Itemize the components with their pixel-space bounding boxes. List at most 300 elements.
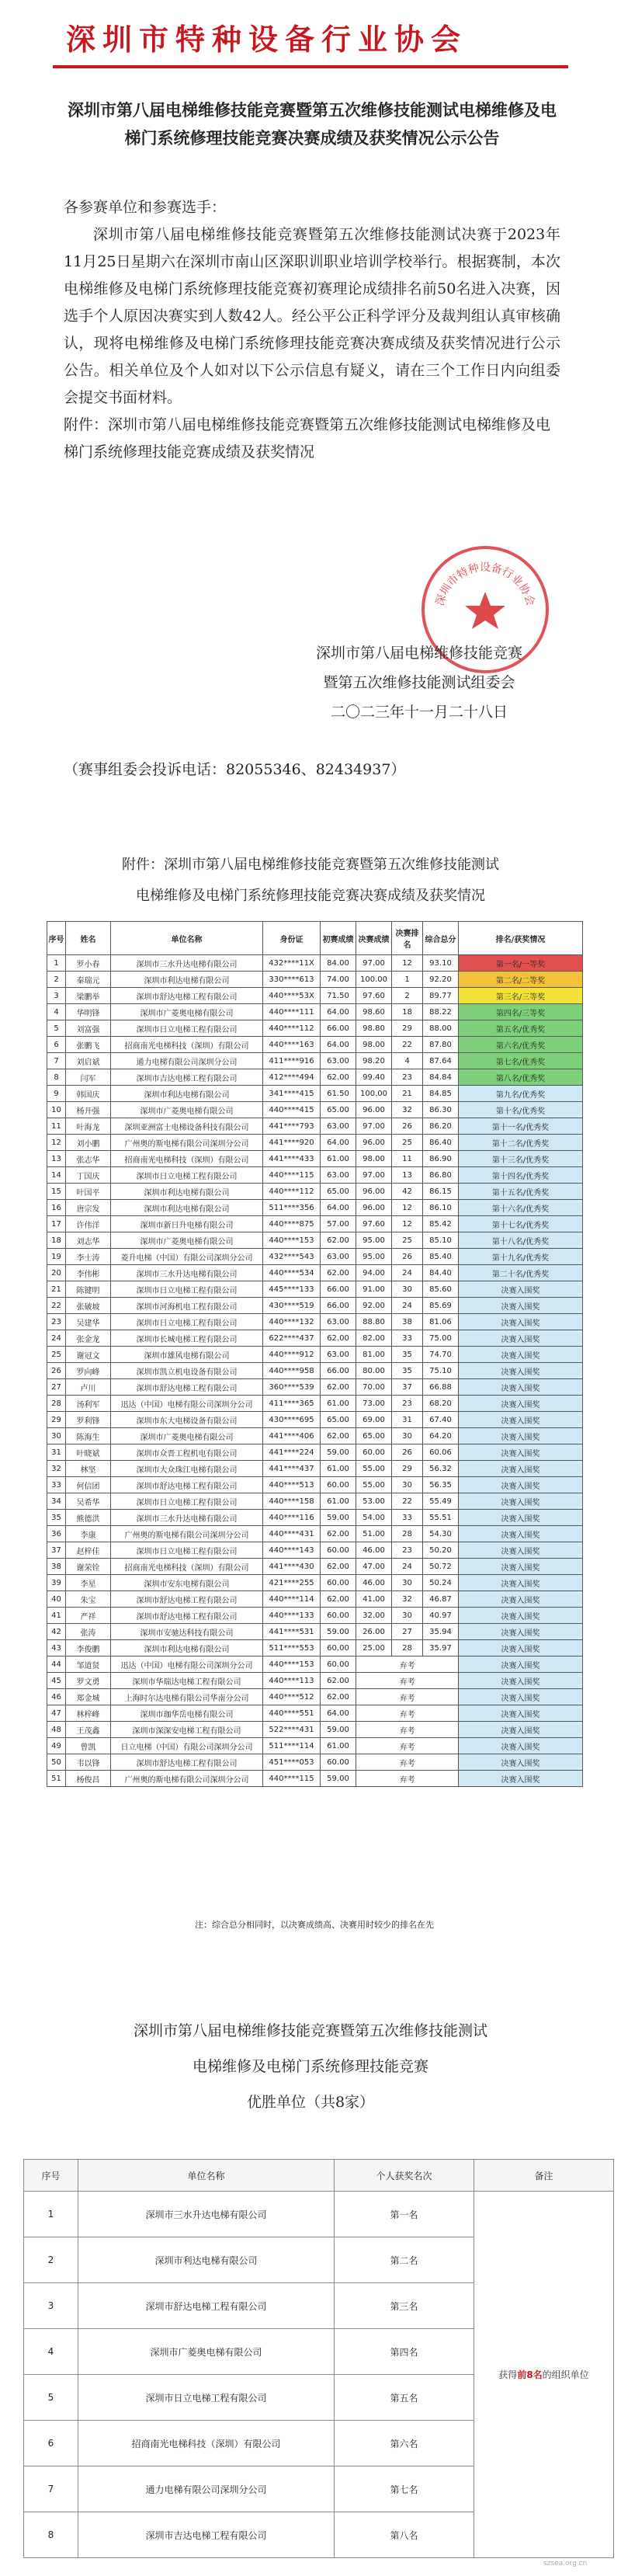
table-row <box>47 1363 583 1379</box>
row-total: 93.10 <box>423 955 459 972</box>
row-award: 第五名/优秀奖 <box>459 1020 583 1037</box>
col-final: 决赛成绩 <box>356 922 392 955</box>
col-prelim: 初赛成绩 <box>321 922 356 955</box>
row-unit: 深圳市三水升达电梯有限公司 <box>111 1510 263 1526</box>
row-unit: 深圳市新日升电梯有限公司 <box>111 1216 263 1232</box>
unit-place: 第七名 <box>335 2466 474 2512</box>
row-unit: 广州奥的斯电梯有限公司深圳分公司 <box>111 1771 263 1787</box>
row-no: 38 <box>47 1559 66 1575</box>
row-name: 卢川 <box>66 1379 111 1396</box>
row-name: 叶国平 <box>66 1184 111 1200</box>
row-rank: 22 <box>392 1493 423 1510</box>
row-rank: 38 <box>392 1314 423 1330</box>
unit-remark <box>474 2192 614 2558</box>
row-no: 47 <box>47 1705 66 1722</box>
table-row <box>47 1493 583 1510</box>
row-rank: 37 <box>392 1379 423 1396</box>
units-title-line-2: 电梯维修及电梯门系统修理技能竞赛 <box>192 2058 428 2075</box>
row-prelim: 62.00 <box>321 1428 356 1444</box>
results-title-line-2: 电梯维修及电梯门系统修理技能竞赛决赛成绩及获奖情况 <box>136 888 485 904</box>
row-name: 韩国庆 <box>66 1086 111 1102</box>
row-award: 第十二名/优秀奖 <box>459 1135 583 1151</box>
row-unit: 深圳市三水升达电梯有限公司 <box>111 1265 263 1281</box>
row-name: 陈海生 <box>66 1428 111 1444</box>
row-id: 440****512 <box>263 1689 321 1705</box>
row-total: 86.80 <box>423 1167 459 1184</box>
row-name: 谢荣铨 <box>66 1559 111 1575</box>
row-no: 42 <box>47 1624 66 1640</box>
row-final: 95.00 <box>356 1249 392 1265</box>
row-prelim: 64.00 <box>321 1004 356 1020</box>
unit-no: 6 <box>24 2421 78 2466</box>
row-rank: 26 <box>392 1444 423 1461</box>
row-rank: 25 <box>392 1232 423 1249</box>
unit-no: 4 <box>24 2329 78 2375</box>
row-name: 张志华 <box>66 1151 111 1167</box>
results-title-line-1: 附件：深圳市第八届电梯维修技能竞赛暨第五次维修技能测试 <box>122 857 499 873</box>
row-award: 决赛入围奖 <box>459 1412 583 1428</box>
row-rank: 28 <box>392 1640 423 1656</box>
row-rank: 11 <box>392 1151 423 1167</box>
row-unit: 深圳市利达电梯有限公司 <box>111 1640 263 1656</box>
row-total: 85.69 <box>423 1298 459 1314</box>
row-rank: 4 <box>392 1053 423 1069</box>
row-no: 49 <box>47 1738 66 1754</box>
row-name: 汤利军 <box>66 1396 111 1412</box>
unit-no: 5 <box>24 2375 78 2421</box>
row-final: 55.00 <box>356 1477 392 1493</box>
salutation: 各参赛单位和参赛选手： <box>64 199 227 216</box>
table-row <box>47 1640 583 1656</box>
row-award: 决赛入围奖 <box>459 1428 583 1444</box>
row-id: 440****958 <box>263 1363 321 1379</box>
table-row <box>47 1591 583 1608</box>
table-row <box>47 1542 583 1559</box>
row-total: 56.32 <box>423 1461 459 1477</box>
table-row <box>47 1510 583 1526</box>
row-award: 第十五名/优秀奖 <box>459 1184 583 1200</box>
row-rank: 33 <box>392 1330 423 1347</box>
row-rank: 30 <box>392 1428 423 1444</box>
row-no: 18 <box>47 1232 66 1249</box>
row-unit: 深圳市华瑞达电梯工程有限公司 <box>111 1673 263 1689</box>
row-prelim: 63.00 <box>321 1347 356 1363</box>
row-prelim: 62.00 <box>321 1689 356 1705</box>
row-name: 秦瑞元 <box>66 972 111 988</box>
row-prelim: 64.00 <box>321 1705 356 1722</box>
row-total: 64.20 <box>423 1428 459 1444</box>
row-prelim: 62.00 <box>321 1673 356 1689</box>
row-rank: 30 <box>392 1575 423 1591</box>
row-prelim: 62.00 <box>321 1526 356 1542</box>
row-award: 第四名/三等奖 <box>459 1004 583 1020</box>
row-rank: 25 <box>392 1135 423 1151</box>
row-final: 96.00 <box>356 1200 392 1216</box>
row-id: 440****415 <box>263 1102 321 1118</box>
row-final: 98.20 <box>356 1053 392 1069</box>
table-row <box>47 1461 583 1477</box>
row-unit: 广州奥的斯电梯有限公司深圳分公司 <box>111 1526 263 1542</box>
col-name: 姓名 <box>66 922 111 955</box>
row-id: 440****143 <box>263 1542 321 1559</box>
signature-block <box>279 638 559 727</box>
site-watermark: szsea.org.cn <box>543 2560 588 2567</box>
row-award: 决赛入围奖 <box>459 1298 583 1314</box>
row-prelim: 59.00 <box>321 1444 356 1461</box>
table-row <box>47 1347 583 1363</box>
row-final: 69.00 <box>356 1412 392 1428</box>
page-header <box>0 0 621 75</box>
row-award: 第二十名/优秀奖 <box>459 1265 583 1281</box>
row-award: 决赛入围奖 <box>459 1510 583 1526</box>
row-prelim: 66.00 <box>321 1281 356 1298</box>
table-row <box>47 1575 583 1591</box>
unit-place: 第六名 <box>335 2421 474 2466</box>
row-id: 440****111 <box>263 1004 321 1020</box>
row-final: 弃考 <box>356 1771 459 1787</box>
units-title-line-3: 优胜单位（共8家） <box>246 2094 375 2111</box>
row-id: 440****513 <box>263 1477 321 1493</box>
row-award: 第三名/三等奖 <box>459 988 583 1004</box>
table-row <box>47 1200 583 1216</box>
row-final: 97.00 <box>356 1167 392 1184</box>
row-no: 44 <box>47 1656 66 1673</box>
complaint-hotline: （赛事组委会投诉电话：82055346、82434937） <box>64 761 406 778</box>
row-name: 李伟彬 <box>66 1265 111 1281</box>
row-id: 441****433 <box>263 1151 321 1167</box>
table-row <box>47 955 583 972</box>
row-id: 440****912 <box>263 1347 321 1363</box>
row-total: 75.10 <box>423 1363 459 1379</box>
row-name: 谢冠文 <box>66 1347 111 1363</box>
row-no: 40 <box>47 1591 66 1608</box>
row-name: 王茂鑫 <box>66 1722 111 1738</box>
row-unit: 深圳市日立电梯工程有限公司 <box>111 1542 263 1559</box>
row-prelim: 65.00 <box>321 1412 356 1428</box>
row-final: 96.00 <box>356 1184 392 1200</box>
row-final: 98.80 <box>356 1020 392 1037</box>
row-final: 98.00 <box>356 1151 392 1167</box>
row-rank: 1 <box>392 972 423 988</box>
row-final: 47.00 <box>356 1559 392 1575</box>
row-id: 440****115 <box>263 1771 321 1787</box>
row-id: 440****875 <box>263 1216 321 1232</box>
row-total: 88.00 <box>423 1020 459 1037</box>
row-rank: 27 <box>392 1624 423 1640</box>
row-id: 511****114 <box>263 1738 321 1754</box>
row-name: 曾凯 <box>66 1738 111 1754</box>
unit-no: 2 <box>24 2237 78 2283</box>
results-note: 注：综合总分相同时，以决赛成绩高、决赛用时较少的排名在先 <box>195 1920 434 1930</box>
unit-place: 第四名 <box>335 2329 474 2375</box>
row-award: 决赛入围奖 <box>459 1591 583 1608</box>
row-name: 严祥 <box>66 1608 111 1624</box>
row-award: 第一名/一等奖 <box>459 955 583 972</box>
unit-unit: 通力电梯有限公司深圳分公司 <box>78 2466 335 2512</box>
table-row <box>47 1232 583 1249</box>
row-rank: 21 <box>392 1086 423 1102</box>
unit-unit: 深圳市利达电梯有限公司 <box>78 2237 335 2283</box>
row-unit: 深圳市舒达电梯工程有限公司 <box>111 1591 263 1608</box>
row-id: 411****365 <box>263 1396 321 1412</box>
row-award: 决赛入围奖 <box>459 1477 583 1493</box>
row-rank: 18 <box>392 1004 423 1020</box>
remark-highlight: 前8名 <box>517 2369 543 2380</box>
row-prelim: 60.00 <box>321 1542 356 1559</box>
row-award: 决赛入围奖 <box>459 1738 583 1754</box>
row-no: 36 <box>47 1526 66 1542</box>
row-award: 决赛入围奖 <box>459 1363 583 1379</box>
unit-no: 3 <box>24 2283 78 2329</box>
row-award: 决赛入围奖 <box>459 1640 583 1656</box>
row-prelim: 66.00 <box>321 1363 356 1379</box>
row-prelim: 64.00 <box>321 1037 356 1053</box>
row-no: 7 <box>47 1053 66 1069</box>
row-no: 35 <box>47 1510 66 1526</box>
row-total: 35.97 <box>423 1640 459 1656</box>
row-total: 84.84 <box>423 1069 459 1086</box>
row-total: 54.30 <box>423 1526 459 1542</box>
row-id: 341****415 <box>263 1086 321 1102</box>
row-total: 50.24 <box>423 1575 459 1591</box>
row-name: 叶晓斌 <box>66 1444 111 1461</box>
unit-place: 第二名 <box>335 2237 474 2283</box>
row-id: 445****133 <box>263 1281 321 1298</box>
table-row <box>47 972 583 988</box>
col-unit: 单位名称 <box>111 922 263 955</box>
row-award: 决赛入围奖 <box>459 1754 583 1771</box>
row-no: 2 <box>47 972 66 988</box>
row-no: 15 <box>47 1184 66 1200</box>
table-row <box>47 1118 583 1135</box>
row-id: 440****132 <box>263 1314 321 1330</box>
units-header-row <box>24 2160 614 2192</box>
row-final: 82.00 <box>356 1330 392 1347</box>
row-award: 决赛入围奖 <box>459 1705 583 1722</box>
row-name: 韦以锋 <box>66 1754 111 1771</box>
row-unit: 深圳市利达电梯有限公司 <box>111 972 263 988</box>
table-row <box>47 1004 583 1020</box>
row-final: 60.00 <box>356 1444 392 1461</box>
row-unit: 深圳市三水升达电梯有限公司 <box>111 955 263 972</box>
row-rank: 32 <box>392 1591 423 1608</box>
row-unit: 深圳市深深安电梯工程有限公司 <box>111 1722 263 1738</box>
units-col-no: 序号 <box>24 2160 78 2192</box>
signature-line-2: 暨第五次维修技能测试组委会 <box>323 674 515 691</box>
header-divider <box>53 65 568 68</box>
row-name: 梁鹏举 <box>66 988 111 1004</box>
row-name: 杨开强 <box>66 1102 111 1118</box>
row-name: 张鹏飞 <box>66 1037 111 1053</box>
row-total: 50.20 <box>423 1542 459 1559</box>
row-unit: 深圳市众晋工程机电有限公司 <box>111 1444 263 1461</box>
row-prelim: 74.00 <box>321 972 356 988</box>
results-body <box>47 955 583 1787</box>
row-award: 决赛入围奖 <box>459 1461 583 1477</box>
row-no: 51 <box>47 1771 66 1787</box>
row-name: 刘富强 <box>66 1020 111 1037</box>
row-name: 邹道贤 <box>66 1656 111 1673</box>
table-row <box>47 1771 583 1787</box>
row-final: 98.60 <box>356 1004 392 1020</box>
row-prelim: 62.00 <box>321 1591 356 1608</box>
table-row <box>47 1086 583 1102</box>
row-unit: 深圳市舒达电梯工程有限公司 <box>111 1477 263 1493</box>
table-row <box>47 1216 583 1232</box>
row-no: 27 <box>47 1379 66 1396</box>
row-no: 50 <box>47 1754 66 1771</box>
row-id: 432****11X <box>263 955 321 972</box>
row-no: 32 <box>47 1461 66 1477</box>
col-rank: 决赛排名 <box>392 922 423 955</box>
row-no: 31 <box>47 1444 66 1461</box>
row-award: 第十六名/优秀奖 <box>459 1200 583 1216</box>
unit-place: 第八名 <box>335 2512 474 2558</box>
row-prelim: 60.00 <box>321 1640 356 1656</box>
row-id: 440****153 <box>263 1656 321 1673</box>
units-col-unit: 单位名称 <box>78 2160 335 2192</box>
results-header-row <box>47 922 583 955</box>
unit-unit: 深圳市舒达电梯工程有限公司 <box>78 2283 335 2329</box>
row-final: 弃考 <box>356 1705 459 1722</box>
table-row <box>47 1298 583 1314</box>
table-row <box>47 1754 583 1771</box>
row-award: 第十一名/优秀奖 <box>459 1118 583 1135</box>
row-award: 决赛入围奖 <box>459 1526 583 1542</box>
row-total: 46.87 <box>423 1591 459 1608</box>
row-unit: 深圳市广菱奥电梯有限公司 <box>111 1102 263 1118</box>
row-rank: 26 <box>392 1249 423 1265</box>
row-name: 吴建华 <box>66 1314 111 1330</box>
row-final: 26.00 <box>356 1624 392 1640</box>
row-id: 440****133 <box>263 1608 321 1624</box>
row-total: 88.22 <box>423 1004 459 1020</box>
row-total: 85.40 <box>423 1249 459 1265</box>
row-name: 罗利锋 <box>66 1412 111 1428</box>
table-row <box>47 1069 583 1086</box>
row-prelim: 64.00 <box>321 1200 356 1216</box>
row-final: 55.00 <box>356 1461 392 1477</box>
row-rank: 31 <box>392 1412 423 1428</box>
row-total: 87.64 <box>423 1053 459 1069</box>
row-prelim: 64.00 <box>321 1135 356 1151</box>
notice-title: 深圳市第八届电梯维修技能竞赛暨第五次维修技能测试电梯维修及电梯门系统修理技能竞赛决赛成绩及获奖情况公示公告 <box>68 100 557 148</box>
row-award: 决赛入围奖 <box>459 1722 583 1738</box>
row-total: 86.30 <box>423 1102 459 1118</box>
table-row <box>47 1738 583 1754</box>
table-row <box>47 1559 583 1575</box>
row-name: 李星 <box>66 1575 111 1591</box>
row-prelim: 59.00 <box>321 1722 356 1738</box>
unit-unit: 招商南光电梯科技（深圳）有限公司 <box>78 2421 335 2466</box>
row-award: 第六名/优秀奖 <box>459 1037 583 1053</box>
row-no: 45 <box>47 1673 66 1689</box>
row-no: 11 <box>47 1118 66 1135</box>
row-name: 赵梓佳 <box>66 1542 111 1559</box>
row-no: 13 <box>47 1151 66 1167</box>
units-table <box>23 2159 614 2558</box>
row-rank: 28 <box>392 1526 423 1542</box>
row-id: 421****255 <box>263 1575 321 1591</box>
row-unit: 招商南光电梯科技（深圳）有限公司 <box>111 1037 263 1053</box>
unit-unit: 深圳市广菱奥电梯有限公司 <box>78 2329 335 2375</box>
row-unit: 深圳市东大电梯设备有限公司 <box>111 1412 263 1428</box>
row-no: 6 <box>47 1037 66 1053</box>
row-award: 决赛入围奖 <box>459 1314 583 1330</box>
row-rank: 30 <box>392 1608 423 1624</box>
row-id: 360****539 <box>263 1379 321 1396</box>
row-unit: 深圳市舒达电梯工程有限公司 <box>111 1379 263 1396</box>
row-rank: 32 <box>392 1102 423 1118</box>
row-unit: 招商南光电梯科技（深圳）有限公司 <box>111 1559 263 1575</box>
unit-place: 第五名 <box>335 2375 474 2421</box>
row-unit: 广州奥的斯电梯有限公司深圳分公司 <box>111 1135 263 1151</box>
row-total: 89.77 <box>423 988 459 1004</box>
row-final: 弃考 <box>356 1722 459 1738</box>
table-row <box>47 1689 583 1705</box>
results-table <box>47 921 583 1787</box>
row-total: 50.72 <box>423 1559 459 1575</box>
row-unit: 深圳市广菱奥电梯有限公司 <box>111 1232 263 1249</box>
row-rank: 24 <box>392 1559 423 1575</box>
row-total: 67.40 <box>423 1412 459 1428</box>
attachment-line: 附件：深圳市第八届电梯维修技能竞赛暨第五次维修技能测试电梯维修及电梯门系统修理技能竞赛成绩及获奖情况 <box>64 416 551 461</box>
row-name: 许伟洋 <box>66 1216 111 1232</box>
row-no: 19 <box>47 1249 66 1265</box>
row-no: 12 <box>47 1135 66 1151</box>
row-final: 25.00 <box>356 1640 392 1656</box>
row-unit: 迅达（中国）电梯有限公司深圳分公司 <box>111 1396 263 1412</box>
unit-place: 第三名 <box>335 2283 474 2329</box>
units-col-place: 个人获奖名次 <box>335 2160 474 2192</box>
row-unit: 深圳市利达电梯有限公司 <box>111 1086 263 1102</box>
row-id: 430****519 <box>263 1298 321 1314</box>
row-award: 决赛入围奖 <box>459 1771 583 1787</box>
row-prelim: 61.00 <box>321 1461 356 1477</box>
row-id: 511****553 <box>263 1640 321 1656</box>
row-rank: 35 <box>392 1347 423 1363</box>
row-rank: 33 <box>392 1510 423 1526</box>
table-row <box>47 1020 583 1037</box>
row-unit: 深圳市日立电梯工程有限公司 <box>111 1020 263 1037</box>
unit-unit: 深圳市三水升达电梯有限公司 <box>78 2192 335 2237</box>
row-unit: 深圳市日立电梯工程有限公司 <box>111 1314 263 1330</box>
row-unit: 上海时尔达电梯有限公司华南分公司 <box>111 1689 263 1705</box>
notice-paragraph: 深圳市第八届电梯维修技能竞赛暨第五次维修技能测试决赛于2023年11月25日星期六在深圳市南山区深职训职业培训学校举行。根据赛制，本次电梯维修及电梯门系统修理技能竞赛初赛理论成绩排名前50名进入决赛，因选手个人原因决赛实到人数42人。经公平公正科学评分及裁判组认真审核确认，现将电梯维修及电梯门系统修理技能竞赛决赛成绩及获奖情况进行公示公告。相关单位及个人如对以下公示信息有疑义，请在三个工作日内向组委会提交书面材料。 <box>64 226 560 406</box>
row-rank: 13 <box>392 1167 423 1184</box>
row-id: 440****551 <box>263 1705 321 1722</box>
unit-no: 8 <box>24 2512 78 2558</box>
row-id: 440****114 <box>263 1591 321 1608</box>
row-prelim: 66.00 <box>321 1298 356 1314</box>
seal-text: 深圳市特种设备行业协会 <box>433 561 537 607</box>
row-name: 罗向峰 <box>66 1363 111 1379</box>
row-award: 第十七名/优秀奖 <box>459 1216 583 1232</box>
table-row <box>47 1037 583 1053</box>
list-item <box>24 2192 614 2237</box>
row-prelim: 60.00 <box>321 1608 356 1624</box>
row-prelim: 63.00 <box>321 1249 356 1265</box>
row-prelim: 71.50 <box>321 988 356 1004</box>
row-prelim: 65.00 <box>321 1102 356 1118</box>
row-total: 60.06 <box>423 1444 459 1461</box>
row-no: 4 <box>47 1004 66 1020</box>
row-unit: 菱升电梯（中国）有限公司深圳分公司 <box>111 1249 263 1265</box>
table-row <box>47 1281 583 1298</box>
row-no: 30 <box>47 1428 66 1444</box>
row-rank: 24 <box>392 1298 423 1314</box>
table-row <box>47 1151 583 1167</box>
